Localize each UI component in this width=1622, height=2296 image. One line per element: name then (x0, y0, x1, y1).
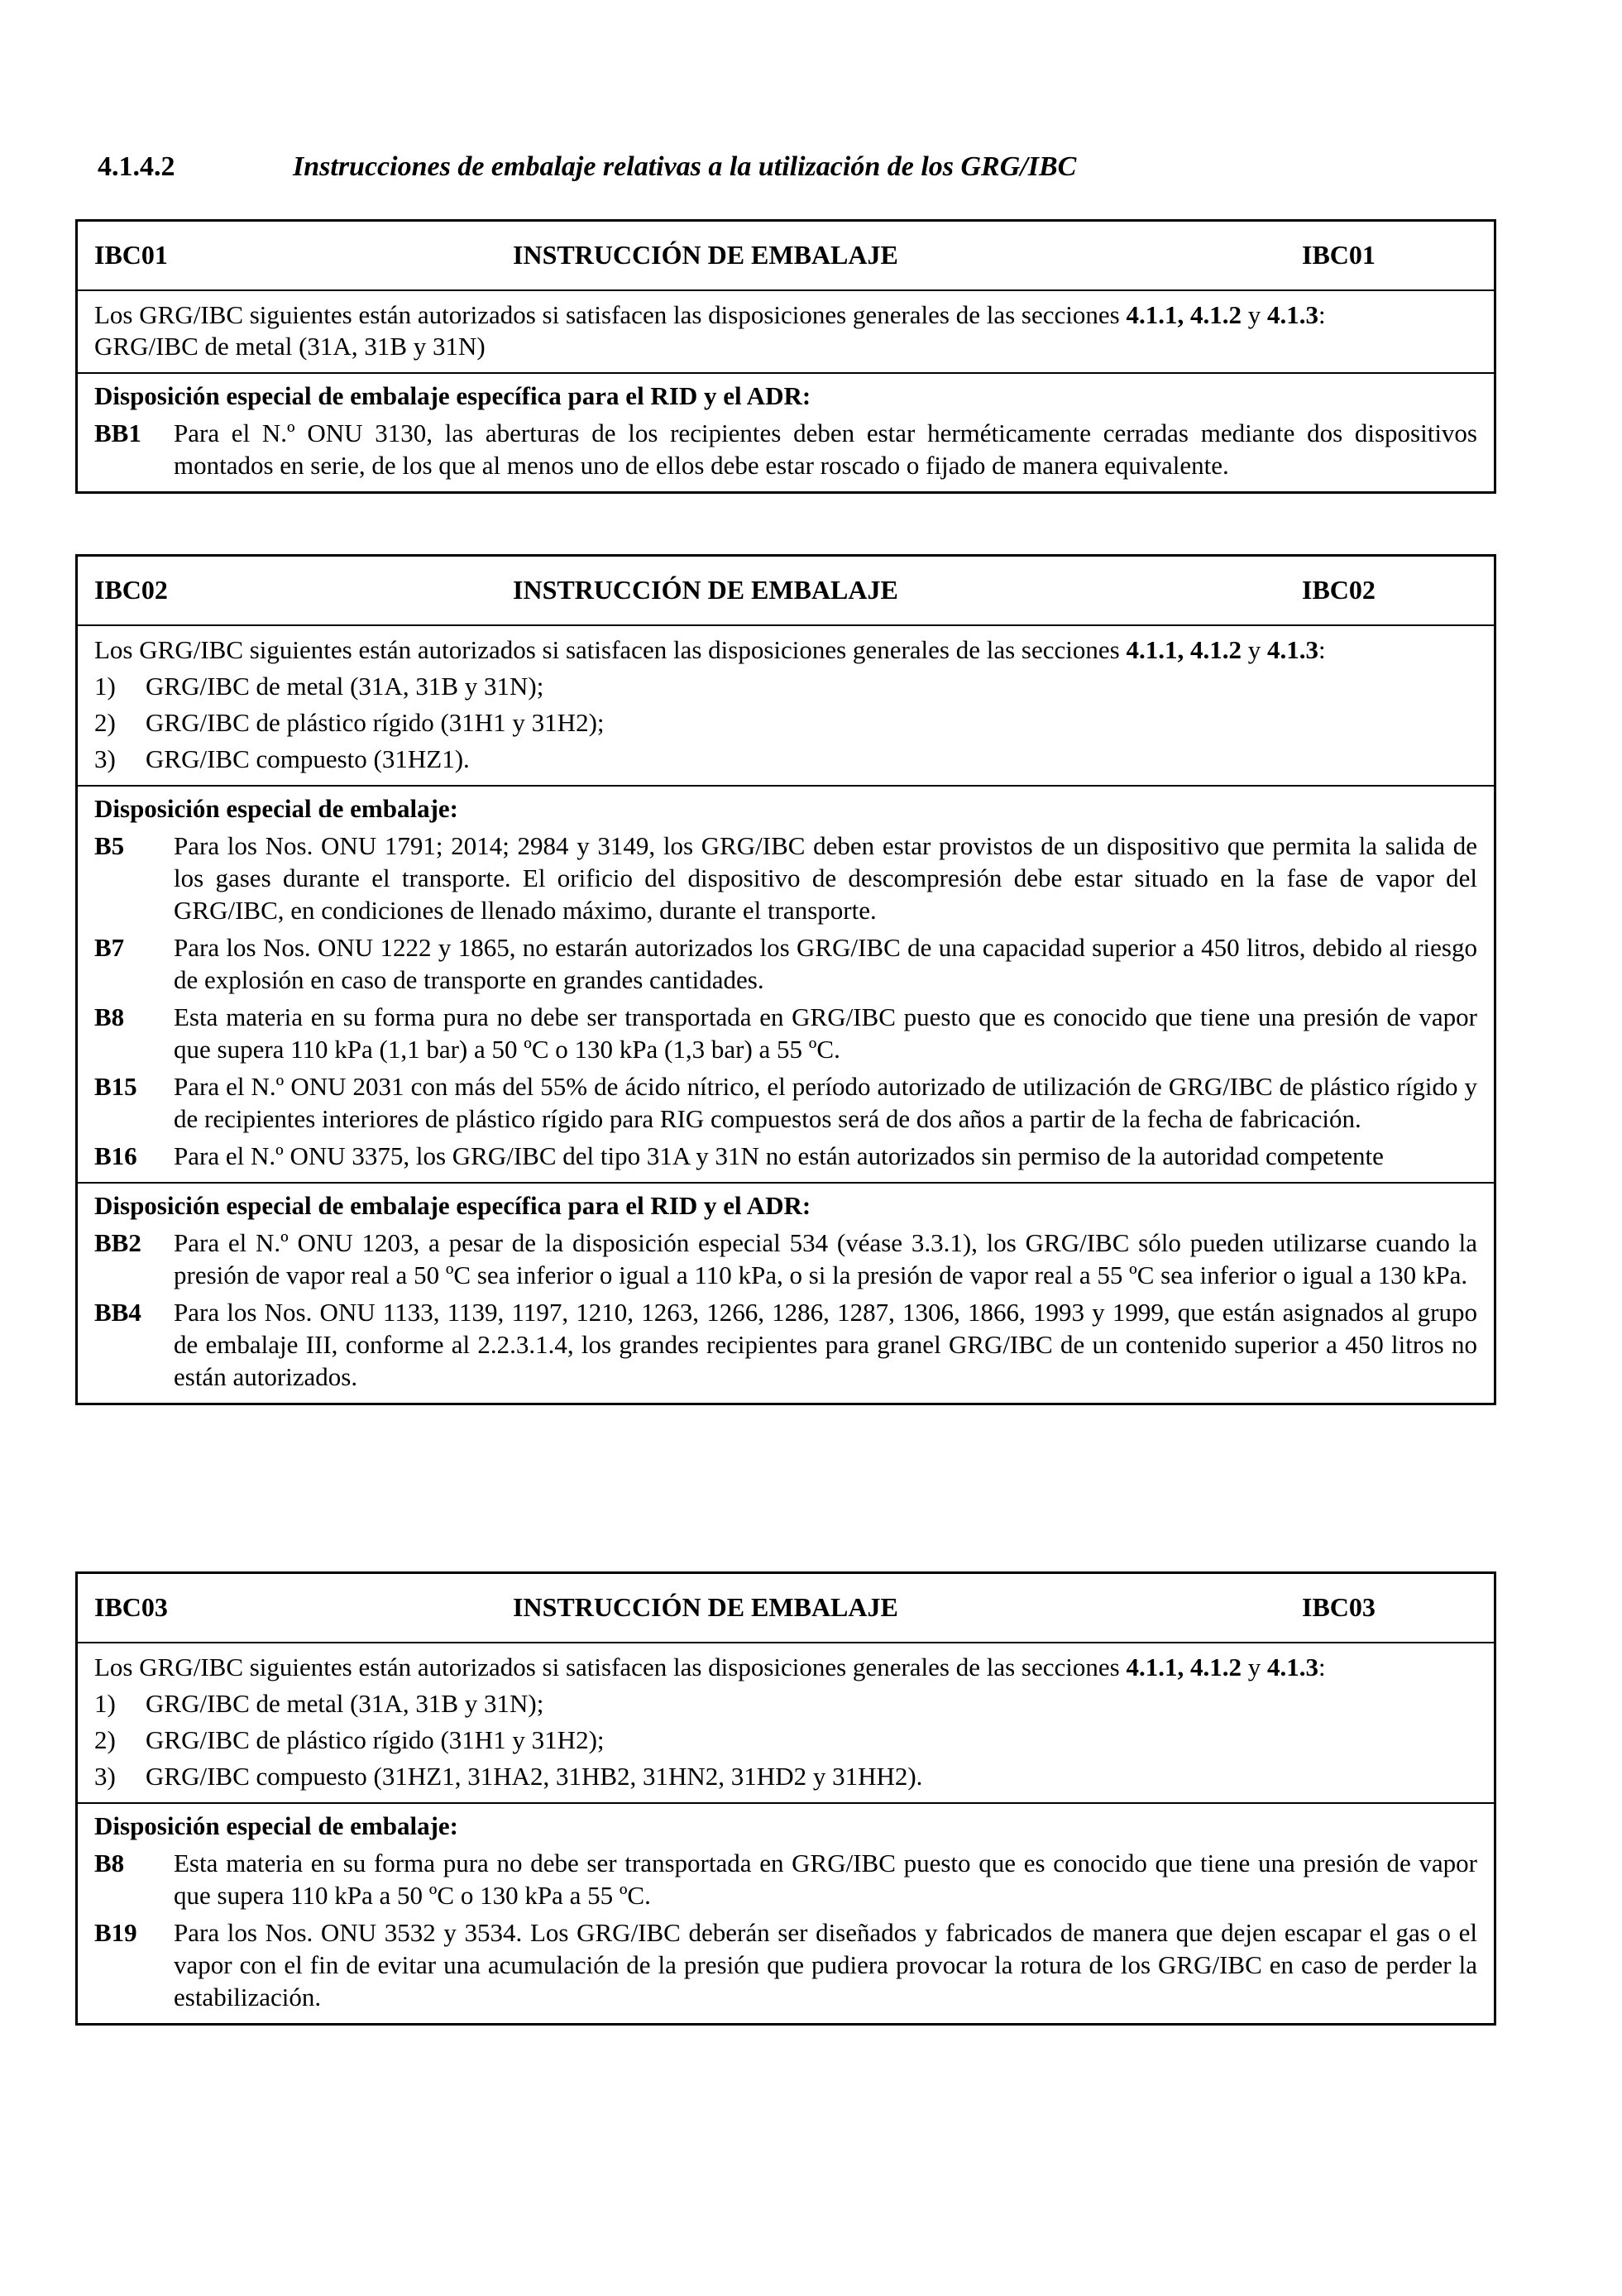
intro-text: Los GRG/IBC siguientes están autorizados si satisfacen las disposiciones generales de las secciones 4.1.1, 4.1.2 y 4.1.3: (94, 300, 1326, 329)
packing-instruction-ibc03 (75, 1571, 1496, 2026)
section-heading (98, 151, 1076, 183)
instruction-header (78, 557, 1494, 624)
authorized-ibcs (78, 289, 1494, 372)
instruction-code-left: IBC01 (94, 240, 168, 270)
instruction-header (78, 222, 1494, 289)
instruction-code-right: IBC02 (1302, 575, 1376, 605)
provision-bb2: BB2 Para el N.º ONU 1203, a pesar de la disposición especial 534 (véase 3.3.1), los GRG/IBC sólo pueden utilizarse cuando la presión de vapor real a 50 ºC sea inferior o igual a 110 kPa, o si la presión de vapor real a 55 ºC sea inferior o igual a 130 kPa. (94, 1228, 1477, 1289)
special-provisions-rid-adr (78, 1182, 1494, 1403)
special-provisions (78, 785, 1494, 1182)
instruction-code-right: IBC01 (1302, 240, 1376, 270)
special-provisions-title: Disposición especial de embalaje: (94, 794, 458, 823)
provision-bb1: BB1 Para el N.º ONU 3130, las aberturas de los recipientes deben estar herméticamente cerradas mediante dos dispositivos montados en serie, de los que al menos uno de ellos debe estar roscado o fijado de manera equivalente. (94, 419, 1477, 480)
instruction-title: INSTRUCCIÓN DE EMBALAJE (513, 1592, 898, 1622)
intro-text: Los GRG/IBC siguientes están autorizados si satisfacen las disposiciones generales de las secciones 4.1.1, 4.1.2 y 4.1.3: (94, 1653, 1326, 1681)
packing-instruction-ibc01 (75, 219, 1496, 494)
section-number: 4.1.4.2 (98, 151, 175, 182)
provision-b15: B15 Para el N.º ONU 2031 con más del 55% de ácido nítrico, el período autorizado de utilización de GRG/IBC de plástico rígido y de recipientes interiores de plástico rígido para RIG compuestos será de dos años a partir de la fecha de fabricación. (94, 1072, 1477, 1133)
special-provisions (78, 372, 1494, 491)
list-item: 1) GRG/IBC de metal (31A, 31B y 31N); (94, 1689, 544, 1718)
list-item: 1) GRG/IBC de metal (31A, 31B y 31N); (94, 672, 544, 701)
provision-bb4: BB4 Para los Nos. ONU 1133, 1139, 1197, 1210, 1263, 1266, 1286, 1287, 1306, 1866, 1993 y 1999, que están asignados al grupo de embalaje III, conforme al 2.2.3.1.4, los grandes recipientes para granel GRG/IBC de un contenido superior a 450 litros no están autorizados. (94, 1298, 1477, 1391)
provision-b8: B8 Esta materia en su forma pura no debe ser transportada en GRG/IBC puesto que es conocido que tiene una presión de vapor que supera 110 kPa (1,1 bar) a 50 ºC o 130 kPa (1,3 bar) a 55 ºC. (94, 1002, 1477, 1064)
list-item: 2) GRG/IBC de plástico rígido (31H1 y 31H2); (94, 708, 605, 737)
intro-line-2: GRG/IBC de metal (31A, 31B y 31N) (94, 332, 486, 361)
authorized-ibcs (78, 1642, 1494, 1802)
list-item: 3) GRG/IBC compuesto (31HZ1, 31HA2, 31HB2, 31HN2, 31HD2 y 31HH2). (94, 1762, 923, 1791)
instruction-code-left: IBC02 (94, 575, 168, 605)
provision-b7: B7 Para los Nos. ONU 1222 y 1865, no estarán autorizados los GRG/IBC de una capacidad superior a 450 litros, debido al riesgo de explosión en caso de transporte en grandes cantidades. (94, 933, 1477, 994)
provision-b16: B16 Para el N.º ONU 3375, los GRG/IBC del tipo 31A y 31N no están autorizados sin permiso de la autoridad competente (94, 1141, 1384, 1170)
list-item: 3) GRG/IBC compuesto (31HZ1). (94, 744, 470, 773)
instruction-title: INSTRUCCIÓN DE EMBALAJE (513, 240, 898, 270)
special-provisions-title: Disposición especial de embalaje específica para el RID y el ADR: (94, 381, 811, 410)
intro-text: Los GRG/IBC siguientes están autorizados si satisfacen las disposiciones generales de las secciones 4.1.1, 4.1.2 y 4.1.3: (94, 635, 1326, 664)
instruction-code-left: IBC03 (94, 1592, 168, 1622)
provision-b19: B19 Para los Nos. ONU 3532 y 3534. Los GRG/IBC deberán ser diseñados y fabricados de manera que dejen escapar el gas o el vapor con el fin de evitar una acumulación de la presión que pudiera provocar la rotura de los GRG/IBC en caso de perder la estabilización. (94, 1918, 1477, 2011)
special-provisions (78, 1802, 1494, 2023)
instruction-code-right: IBC03 (1302, 1592, 1376, 1622)
provision-b5: B5 Para los Nos. ONU 1791; 2014; 2984 y 3149, los GRG/IBC deben estar provistos de un dispositivo que permita la salida de los gases durante el transporte. El orificio del dispositivo de descompresión debe estar situado en la fase de vapor del GRG/IBC, en condiciones de llenado máximo, durante el transporte. (94, 831, 1477, 925)
section-title: Instrucciones de embalaje relativas a la utilización de los GRG/IBC (293, 151, 1077, 182)
list-item: 2) GRG/IBC de plástico rígido (31H1 y 31H2); (94, 1725, 605, 1754)
authorized-ibcs (78, 624, 1494, 785)
provision-b8: B8 Esta materia en su forma pura no debe ser transportada en GRG/IBC puesto que es conocido que tiene una presión de vapor que supera 110 kPa a 50 ºC o 130 kPa a 55 ºC. (94, 1849, 1477, 1910)
packing-instruction-ibc02 (75, 554, 1496, 1405)
special-provisions-title: Disposición especial de embalaje específica para el RID y el ADR: (94, 1191, 811, 1220)
instruction-title: INSTRUCCIÓN DE EMBALAJE (513, 575, 898, 605)
instruction-header (78, 1574, 1494, 1642)
special-provisions-title: Disposición especial de embalaje: (94, 1811, 458, 1840)
